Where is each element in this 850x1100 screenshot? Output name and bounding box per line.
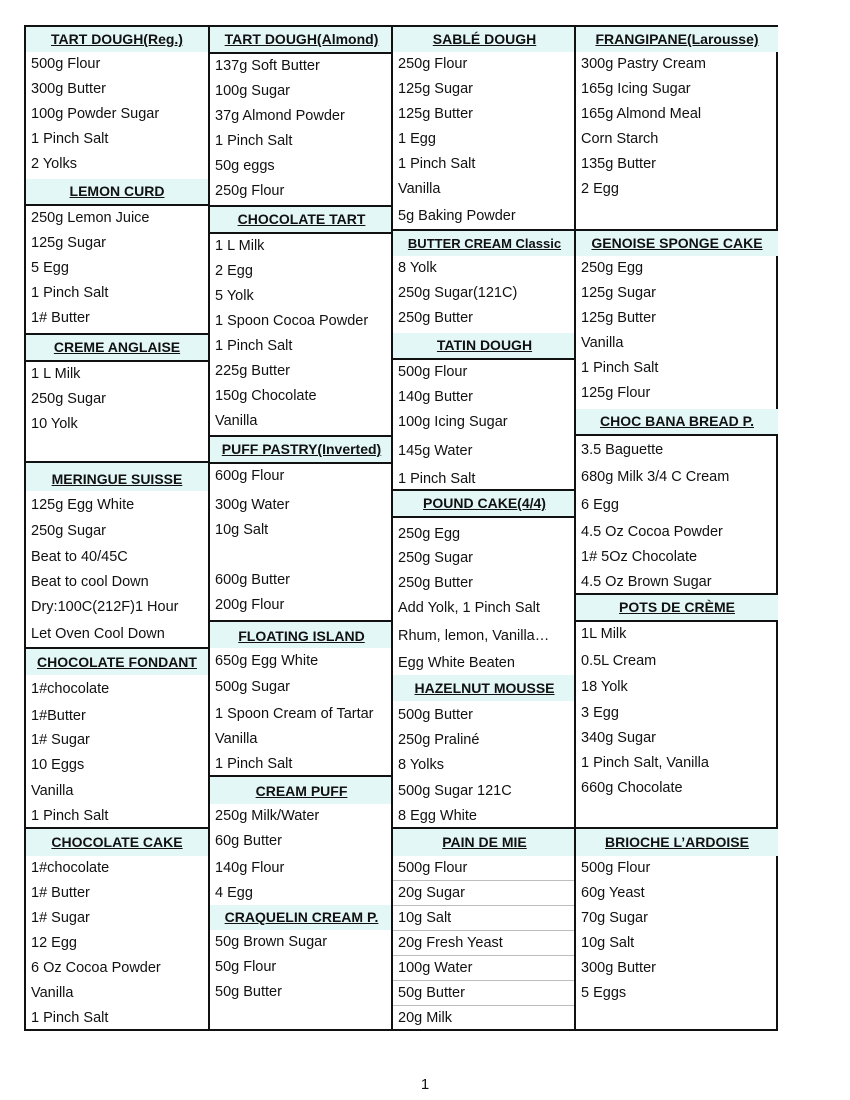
ingredient: 250g Butter xyxy=(398,575,473,591)
ingredient: 4.5 Oz Cocoa Powder xyxy=(581,524,723,540)
recipe-column-4 xyxy=(574,27,778,1029)
recipe-title: PUFF PASTRY(Inverted) xyxy=(210,437,393,464)
ingredient: 100g Water xyxy=(393,956,576,981)
ingredient: Dry:100C(212F)1 Hour xyxy=(31,599,179,615)
recipe-chocolate-tart xyxy=(210,205,393,434)
ingredient: 50g Butter xyxy=(215,984,282,1000)
recipe-title: GENOISE SPONGE CAKE xyxy=(576,231,778,256)
recipe-title: CHOCOLATE TART xyxy=(210,207,393,234)
ingredient: 250g Sugar(121C) xyxy=(398,285,518,301)
ingredient: 5 Eggs xyxy=(581,985,627,1001)
ingredient: 680g Milk 3/4 C Cream xyxy=(581,469,730,485)
recipe-title: MERINGUE SUISSE xyxy=(26,463,208,491)
ingredient: 50g Brown Sugar xyxy=(215,934,328,950)
ingredient: 500g Flour xyxy=(581,860,651,876)
ingredient: Vanilla xyxy=(31,985,74,1001)
recipe-pots-de-creme xyxy=(576,593,778,801)
ingredient: 250g Lemon Juice xyxy=(26,204,208,231)
ingredient: 10 Eggs xyxy=(31,757,85,773)
ingredient: 1#Butter xyxy=(31,708,86,724)
ingredient: 300g Butter xyxy=(581,960,656,976)
ingredient: 10g Salt xyxy=(215,522,269,538)
ingredient: 3.5 Baguette xyxy=(581,442,664,458)
ingredient: Egg White Beaten xyxy=(398,655,515,671)
ingredient: 8 Yolk xyxy=(398,260,437,276)
ingredient: 250g Sugar xyxy=(31,391,106,407)
ingredient: 125g Butter xyxy=(581,310,656,326)
ingredient: 250g Egg xyxy=(581,260,644,276)
recipe-title: CRAQUELIN CREAM P. xyxy=(210,905,393,930)
recipe-title: FLOATING ISLAND xyxy=(210,622,393,648)
recipe-frangipane xyxy=(576,27,778,202)
ingredient: 2 Egg xyxy=(215,263,253,279)
ingredient: 125g Egg White xyxy=(31,497,135,513)
ingredient: 1 Pinch Salt xyxy=(398,471,476,487)
ingredient: 660g Chocolate xyxy=(581,780,683,796)
ingredient: 340g Sugar xyxy=(581,730,656,746)
recipe-title: TART DOUGH(Almond) xyxy=(210,27,393,54)
ingredient: 1 Pinch Salt xyxy=(581,360,659,376)
recipe-sheet xyxy=(24,25,778,1031)
ingredient: 250g Sugar xyxy=(31,523,106,539)
ingredient: 1# Butter xyxy=(31,310,90,326)
ingredient: 60g Yeast xyxy=(581,885,645,901)
ingredient: 1 Spoon Cream of Tartar xyxy=(215,706,374,722)
ingredient: 20g Sugar xyxy=(393,881,576,906)
recipe-title: TART DOUGH(Reg.) xyxy=(26,27,208,52)
ingredient: 5g Baking Powder xyxy=(398,208,516,224)
ingredient: 6 Egg xyxy=(581,497,619,513)
recipe-meringue-suisse xyxy=(26,461,208,647)
ingredient: Rhum, lemon, Vanilla… xyxy=(398,628,550,644)
ingredient: Vanilla xyxy=(398,181,441,197)
ingredient: 500g Sugar 121C xyxy=(398,783,512,799)
recipe-tart-dough-almond xyxy=(210,27,393,204)
ingredient: 8 Yolks xyxy=(398,757,444,773)
ingredient: 250g Sugar xyxy=(398,550,473,566)
recipe-chocolate-cake xyxy=(26,827,208,1031)
ingredient: 165g Almond Meal xyxy=(581,106,702,122)
ingredient: 125g Sugar xyxy=(31,235,106,251)
ingredient: 500g Butter xyxy=(398,707,473,723)
ingredient: 50g Flour xyxy=(215,959,277,975)
ingredient: 20g Milk xyxy=(398,1010,452,1026)
recipe-column-2 xyxy=(208,27,393,1029)
recipe-brioche xyxy=(576,827,778,1006)
recipe-floating-island xyxy=(210,620,393,777)
ingredient: 250g Egg xyxy=(398,526,461,542)
recipe-tart-dough-reg xyxy=(26,27,208,177)
ingredient: 100g Icing Sugar xyxy=(398,414,508,430)
recipe-creme-anglaise xyxy=(26,333,208,437)
ingredient: 18 Yolk xyxy=(581,679,628,695)
ingredient: 135g Butter xyxy=(581,156,656,172)
ingredient: Beat to 40/45C xyxy=(31,549,128,565)
recipe-title: FRANGIPANE(Larousse) xyxy=(576,27,778,52)
ingredient: 50g eggs xyxy=(215,158,275,174)
ingredient: Add Yolk, 1 Pinch Salt xyxy=(398,600,540,616)
recipe-column-1 xyxy=(26,27,208,1029)
ingredient: Corn Starch xyxy=(581,131,659,147)
ingredient: 70g Sugar xyxy=(581,910,648,926)
ingredient: 8 Egg White xyxy=(398,808,477,824)
ingredient: 125g Sugar xyxy=(581,285,656,301)
ingredient: 250g Butter xyxy=(398,310,473,326)
ingredient: 37g Almond Powder xyxy=(215,108,345,124)
recipe-pound-cake xyxy=(393,489,576,676)
ingredient: 1 Egg xyxy=(398,131,436,147)
ingredient: 2 Egg xyxy=(581,181,619,197)
ingredient: Vanilla xyxy=(581,335,624,351)
recipe-butter-cream xyxy=(393,229,576,331)
recipe-column-3 xyxy=(391,27,576,1029)
ingredient: 6 Oz Cocoa Powder xyxy=(31,960,161,976)
ingredient: Vanilla xyxy=(215,731,258,747)
ingredient: 250g Flour xyxy=(398,56,468,72)
recipe-title: BRIOCHE L’ARDOISE xyxy=(576,829,778,856)
page-number: 1 xyxy=(420,1076,430,1093)
recipe-title: SABLÉ DOUGH xyxy=(393,27,576,52)
recipe-craquelin xyxy=(210,905,393,1005)
ingredient: 650g Egg White xyxy=(215,653,319,669)
ingredient: Beat to cool Down xyxy=(31,574,149,590)
recipe-lemon-curd xyxy=(26,179,208,331)
ingredient: 125g Flour xyxy=(581,385,651,401)
ingredient: 500g Flour xyxy=(398,364,468,380)
ingredient: 1# Sugar xyxy=(31,910,90,926)
ingredient: 1 L Milk xyxy=(31,366,81,382)
recipe-title: HAZELNUT MOUSSE xyxy=(393,675,576,701)
ingredient: 10g Salt xyxy=(581,935,635,951)
ingredient: 500g Flour xyxy=(393,856,576,881)
ingredient: 1 Pinch Salt xyxy=(31,131,109,147)
ingredient: 500g Sugar xyxy=(215,679,290,695)
ingredient: 145g Water xyxy=(398,443,473,459)
ingredient: 60g Butter xyxy=(215,833,282,849)
ingredient: 1# Sugar xyxy=(31,732,90,748)
ingredient: 10 Yolk xyxy=(31,416,78,432)
ingredient: 1 Pinch Salt xyxy=(215,338,293,354)
recipe-choc-bana-bread xyxy=(576,409,778,595)
ingredient xyxy=(210,543,393,568)
ingredient: 1# Butter xyxy=(31,885,90,901)
ingredient: 1#chocolate xyxy=(31,681,110,697)
ingredient: Let Oven Cool Down xyxy=(31,626,165,642)
recipe-title: CREME ANGLAISE xyxy=(26,335,208,362)
ingredient: 300g Butter xyxy=(31,81,106,97)
recipe-title: LEMON CURD xyxy=(26,179,208,204)
recipe-puff-pastry xyxy=(210,435,393,618)
ingredient: 1 Pinch Salt xyxy=(215,133,293,149)
ingredient: 165g Icing Sugar xyxy=(581,81,691,97)
ingredient: 300g Pastry Cream xyxy=(581,56,706,72)
ingredient: 300g Water xyxy=(215,497,290,513)
recipe-title: CREAM PUFF xyxy=(210,777,393,804)
ingredient: 1L Milk xyxy=(581,626,627,642)
ingredient: 200g Flour xyxy=(215,597,285,613)
ingredient: 4 Egg xyxy=(215,885,253,901)
ingredient: 140g Butter xyxy=(398,389,473,405)
ingredient: 5 Yolk xyxy=(215,288,254,304)
ingredient: 225g Butter xyxy=(215,363,290,379)
recipe-title: POUND CAKE(4/4) xyxy=(393,491,576,518)
ingredient: 1 Pinch Salt xyxy=(31,808,109,824)
ingredient: 250g Milk/Water xyxy=(215,808,320,824)
recipe-title: CHOCOLATE FONDANT xyxy=(26,649,208,675)
recipe-sable-dough xyxy=(393,27,576,229)
recipe-title: CHOC BANA BREAD P. xyxy=(576,409,778,436)
ingredient: 1 Pinch Salt xyxy=(215,756,293,772)
ingredient: 140g Flour xyxy=(215,860,285,876)
recipe-title: PAIN DE MIE xyxy=(393,829,576,856)
recipe-title: TATIN DOUGH xyxy=(393,333,576,360)
recipe-chocolate-fondant xyxy=(26,647,208,829)
recipe-title: CHOCOLATE CAKE xyxy=(26,829,208,856)
ingredient: 500g Flour xyxy=(31,56,101,72)
ingredient: 1 Pinch Salt, Vanilla xyxy=(581,755,709,771)
ingredient: Vanilla xyxy=(31,783,74,799)
ingredient: 250g Praliné xyxy=(398,732,480,748)
recipe-cream-puff xyxy=(210,775,393,906)
ingredient: 12 Egg xyxy=(31,935,77,951)
ingredient: 100g Powder Sugar xyxy=(31,106,160,122)
ingredient: 50g Butter xyxy=(393,981,576,1006)
ingredient: 1 Pinch Salt xyxy=(398,156,476,172)
ingredient: 150g Chocolate xyxy=(215,388,317,404)
ingredient: 1 Pinch Salt xyxy=(31,285,109,301)
ingredient: 100g Sugar xyxy=(215,83,290,99)
ingredient: 1 Pinch Salt xyxy=(31,1010,109,1026)
ingredient: 1 Spoon Cocoa Powder xyxy=(215,313,369,329)
ingredient: 1# 5Oz Chocolate xyxy=(581,549,698,565)
ingredient: 1 L Milk xyxy=(215,238,265,254)
recipe-title: BUTTER CREAM Classic xyxy=(393,231,576,256)
ingredient: 600g Flour xyxy=(215,468,285,484)
recipe-tatin-dough xyxy=(393,333,576,492)
recipe-hazelnut-mousse xyxy=(393,675,576,829)
ingredient: 0.5L Cream xyxy=(581,653,657,669)
ingredient: 5 Egg xyxy=(31,260,69,276)
recipe-pain-de-mie xyxy=(393,827,576,1031)
ingredient: 10g Salt xyxy=(393,906,576,931)
ingredient: Vanilla xyxy=(215,413,258,429)
ingredient: 1#chocolate xyxy=(31,860,110,876)
ingredient: 137g Soft Butter xyxy=(215,58,320,74)
ingredient: 125g Butter xyxy=(398,106,473,122)
ingredient: 250g Flour xyxy=(215,183,285,199)
ingredient: 4.5 Oz Brown Sugar xyxy=(581,574,712,590)
ingredient: 600g Butter xyxy=(215,572,290,588)
recipe-title: POTS DE CRÈME xyxy=(576,595,778,622)
recipe-genoise xyxy=(576,229,778,406)
ingredient: 125g Sugar xyxy=(398,81,473,97)
ingredient: 3 Egg xyxy=(581,705,619,721)
ingredient: 20g Fresh Yeast xyxy=(393,931,576,956)
ingredient: 2 Yolks xyxy=(31,156,77,172)
